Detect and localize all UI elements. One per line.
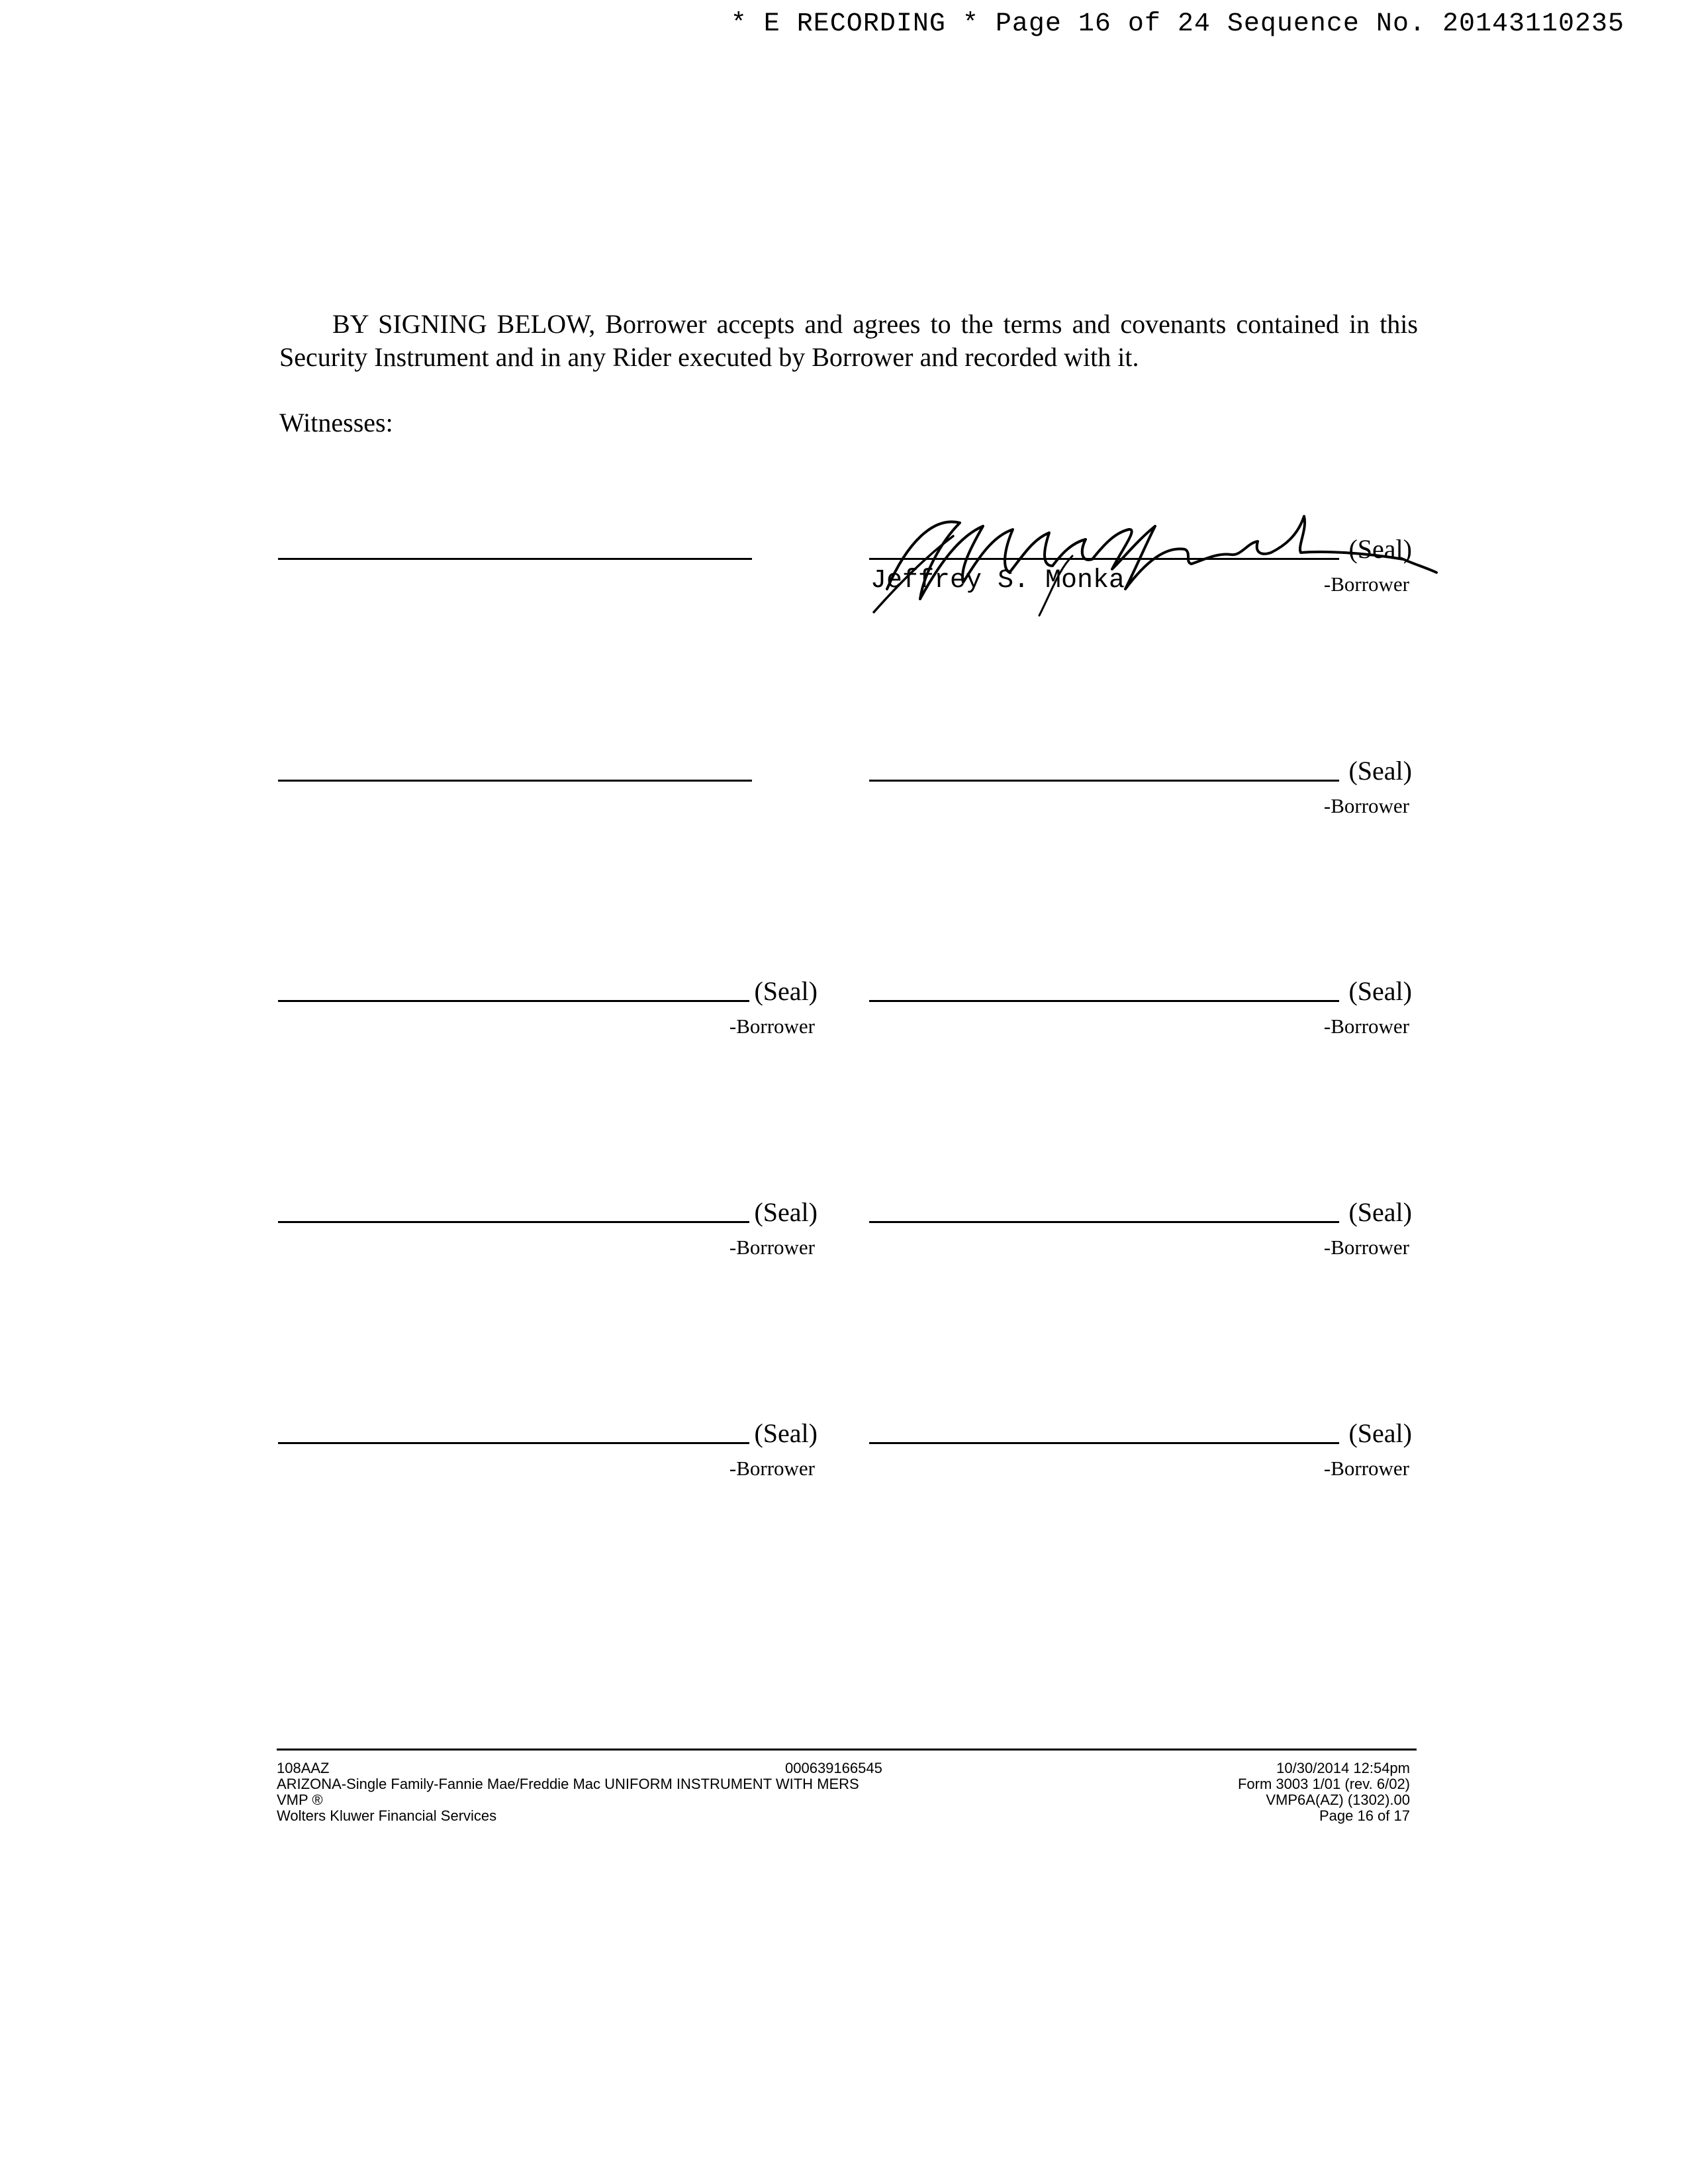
seal-label: (Seal) <box>1348 976 1412 1006</box>
borrower-signature-block-3 <box>278 978 818 1044</box>
seal-label: (Seal) <box>754 1418 818 1448</box>
form-code: 108AAZ <box>277 1760 330 1776</box>
loan-number: 000639166545 <box>785 1760 882 1776</box>
borrower-label: -Borrower <box>1323 1236 1409 1259</box>
signer-name: Jeffrey S. Monka <box>870 566 1125 596</box>
page-number: Page 16 of 17 <box>1319 1807 1410 1824</box>
borrower-label: -Borrower <box>729 1236 815 1259</box>
vmp-mark: VMP ® <box>277 1792 323 1808</box>
footer-right <box>1238 1760 1410 1824</box>
footer-rule <box>277 1749 1417 1751</box>
borrower-label: -Borrower <box>1323 1015 1409 1038</box>
seal-label: (Seal) <box>1348 756 1412 786</box>
witness-signature-line-1 <box>278 558 752 560</box>
recording-stamp: * E RECORDING * Page 16 of 24 Sequence No. 20143110235 <box>730 9 1624 39</box>
borrower-label: -Borrower <box>1323 1457 1409 1480</box>
borrower-label: -Borrower <box>1323 794 1409 817</box>
seal-label: (Seal) <box>1348 1197 1412 1227</box>
seal-label: (Seal) <box>754 976 818 1006</box>
handwritten-signature <box>861 490 1443 622</box>
vmp-code: VMP6A(AZ) (1302).00 <box>1266 1792 1410 1808</box>
footer-datetime: 10/30/2014 12:54pm <box>1276 1760 1410 1776</box>
borrower-signature-line <box>869 1442 1339 1444</box>
borrower-signature-block-2 <box>869 758 1412 824</box>
footer-left <box>277 1760 859 1824</box>
borrower-signature-line <box>869 780 1339 782</box>
form-title: ARIZONA-Single Family-Fannie Mae/Freddie Mac UNIFORM INSTRUMENT WITH MERS <box>277 1776 859 1792</box>
witness-signature-line-2 <box>278 780 752 782</box>
borrower-signature-line <box>278 1442 749 1444</box>
seal-label: (Seal) <box>1348 1418 1412 1448</box>
borrower-signature-block-4 <box>869 978 1412 1044</box>
borrower-signature-block-6 <box>869 1199 1412 1265</box>
borrower-label: -Borrower <box>1323 572 1409 596</box>
borrower-signature-block-8 <box>869 1420 1412 1486</box>
form-number: Form 3003 1/01 (rev. 6/02) <box>1237 1776 1410 1792</box>
borrower-signature-line <box>278 1000 749 1002</box>
borrower-signature-line <box>869 1221 1339 1223</box>
borrower-label: -Borrower <box>729 1015 815 1038</box>
seal-label: (Seal) <box>754 1197 818 1227</box>
borrower-signature-block-7 <box>278 1420 818 1486</box>
seal-label: (Seal) <box>1348 534 1412 564</box>
agreement-text: BY SIGNING BELOW, Borrower accepts and agrees to the terms and covenants contained in this Security Instrument and in any Rider executed by Borrower and recorded with it. <box>279 309 1418 372</box>
borrower-signature-line <box>278 1221 749 1223</box>
borrower-signature-line <box>869 1000 1339 1002</box>
borrower-label: -Borrower <box>729 1457 815 1480</box>
company-name: Wolters Kluwer Financial Services <box>277 1807 497 1824</box>
borrower-signature-block-5 <box>278 1199 818 1265</box>
witnesses-label: Witnesses: <box>279 408 393 437</box>
